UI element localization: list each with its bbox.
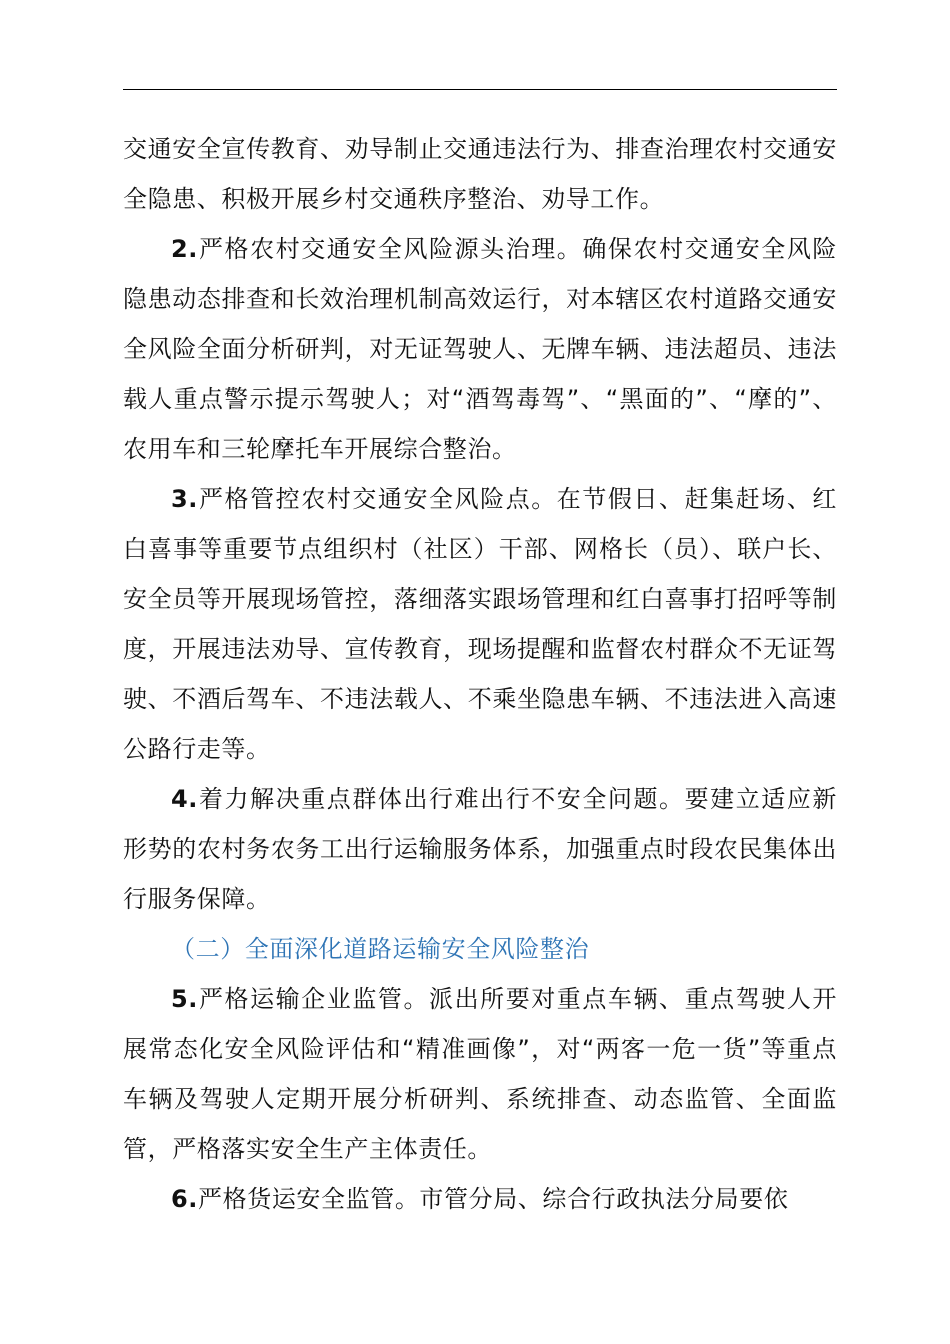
paragraph-text: 着力解决重点群体出行难出行不安全问题。要建立适应新形势的农村务农务工出行运输服务体系，加强重点时段农民集体出行服务保障。 <box>123 785 837 913</box>
paragraph-item-2 <box>123 224 837 474</box>
item-number: 5. <box>171 985 199 1013</box>
paragraph-text: 严格管控农村交通安全风险点。在节假日、赶集赶场、红白喜事等重要节点组织村（社区）干部、网格长（员）、联户长、安全员等开展现场管控，落细落实跟场管理和红白喜事打招呼等制度，开展违法劝导、宣传教育，现场提醒和监督农村群众不无证驾驶、不酒后驾车、不违法载人、不乘坐隐患车辆、不违法进入高速公路行走等。 <box>123 485 837 763</box>
item-number: 2. <box>171 235 199 263</box>
paragraph-item-5 <box>123 974 837 1174</box>
document-body <box>123 124 837 1224</box>
section-heading <box>123 924 837 974</box>
paragraph-item-3 <box>123 474 837 774</box>
paragraph-text: 严格农村交通安全风险源头治理。确保农村交通安全风险隐患动态排查和长效治理机制高效运行，对本辖区农村道路交通安全风险全面分析研判，对无证驾驶人、无牌车辆、违法超员、违法载人重点警示提示驾驶人；对“酒驾毒驾”、“黑面的”、“摩的”、农用车和三轮摩托车开展综合整治。 <box>123 235 837 463</box>
paragraph-text: 严格货运安全监管。市管分局、综合行政执法分局要依 <box>198 1185 789 1213</box>
section-heading-text: （二）全面深化道路运输安全风险整治 <box>171 935 590 963</box>
item-number: 3. <box>171 485 199 513</box>
item-number: 6. <box>171 1185 199 1213</box>
item-number: 4. <box>171 785 199 813</box>
paragraph-text: 交通安全宣传教育、劝导制止交通违法行为、排查治理农村交通安全隐患、积极开展乡村交通秩序整治、劝导工作。 <box>123 135 837 213</box>
header-rule <box>123 89 837 90</box>
paragraph-item-4 <box>123 774 837 924</box>
paragraph-item-6 <box>123 1174 837 1224</box>
paragraph-text: 严格运输企业监管。派出所要对重点车辆、重点驾驶人开展常态化安全风险评估和“精准画像”，对“两客一危一货”等重点车辆及驾驶人定期开展分析研判、系统排查、动态监管、全面监管，严格落实安全生产主体责任。 <box>123 985 837 1163</box>
paragraph-continued <box>123 124 837 224</box>
